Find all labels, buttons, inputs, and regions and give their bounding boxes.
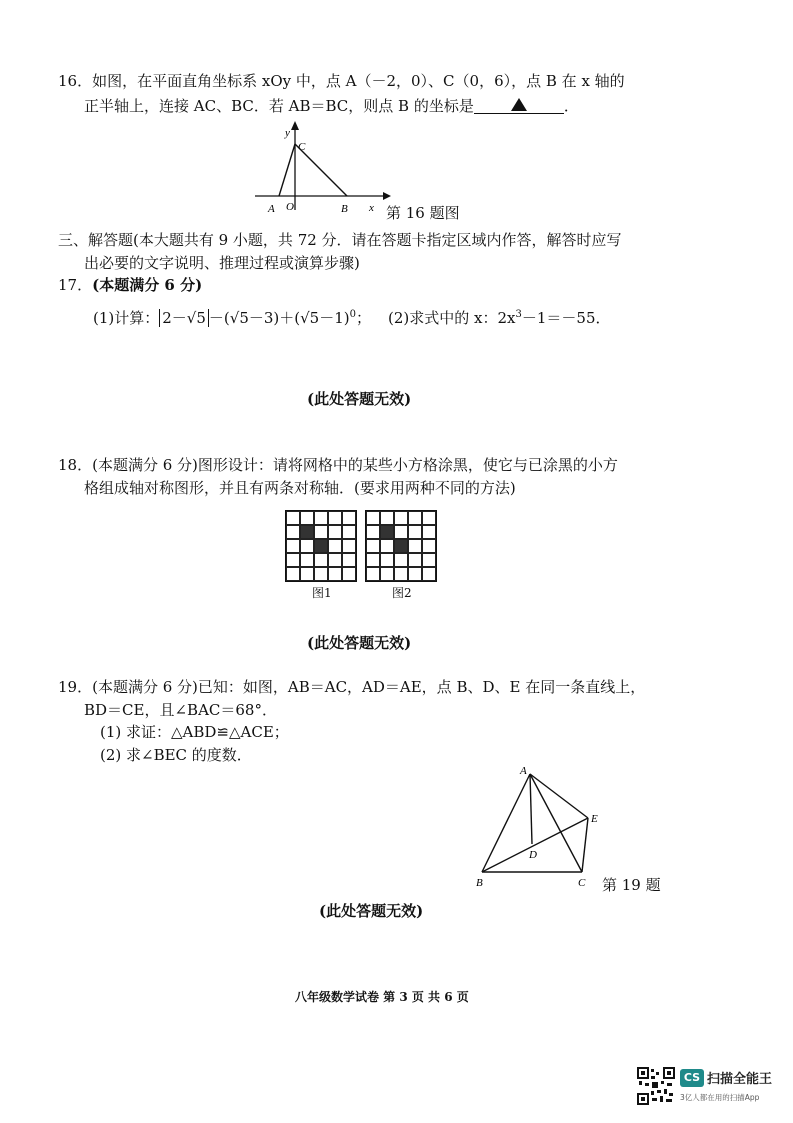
grid-cell	[286, 525, 300, 539]
scanner-logo-icon: CS	[680, 1069, 704, 1087]
page-footer: 八年级数学试卷 第 3 页 共 6 页	[295, 990, 469, 1004]
label-b: B	[341, 203, 348, 215]
grid-cell-shaded	[300, 525, 314, 539]
grid-cell	[342, 511, 356, 525]
q18-text-line2: 格组成轴对称图形，并且有两条对称轴．(要求用两种不同的方法)	[84, 479, 516, 497]
q16-answer-blank	[474, 95, 564, 114]
grid-cell	[300, 511, 314, 525]
q17-part2-rest: －1＝－55．	[521, 309, 611, 327]
grid-cell	[380, 539, 394, 553]
segment-ec	[582, 818, 588, 872]
q17-header	[58, 274, 202, 296]
q18-invalid-note: (此处答题无效)	[307, 634, 412, 652]
grid-cell	[422, 525, 436, 539]
grid-cell	[342, 567, 356, 581]
q16-number: 16．	[58, 72, 93, 90]
grid-cell-shaded	[380, 525, 394, 539]
q17-abs-expression: 2－√5	[159, 309, 209, 327]
grid-cell	[314, 553, 328, 567]
grid-cell	[286, 567, 300, 581]
q19-invalid-note: (此处答题无效)	[319, 902, 424, 920]
section3-line2: 出必要的文字说明、推理过程或演算步骤)	[84, 254, 360, 272]
q19-number: 19．	[58, 678, 93, 696]
q19-text-line1: (本题满分 6 分)已知：如图，AB＝AC，AD＝AE，点 B、D、E 在同一条直线上，	[92, 678, 646, 696]
grid-cell	[408, 525, 422, 539]
grid-cell	[314, 525, 328, 539]
grid-cell	[366, 553, 380, 567]
q16-text-line1: 如图，在平面直角坐标系 xOy 中，点 A（－2，0）、C（0，6），点 B 在 x 轴的	[92, 72, 625, 90]
grid-cell	[328, 539, 342, 553]
grid-cell	[342, 539, 356, 553]
label-x: x	[369, 202, 374, 214]
grid-cell	[328, 567, 342, 581]
q17-part1-label: (1)计算：	[93, 309, 160, 327]
grid-cell	[408, 511, 422, 525]
label-d: D	[529, 849, 537, 861]
grid-cell	[366, 525, 380, 539]
q17-number: 17．	[58, 276, 93, 294]
segment-ae	[530, 774, 588, 818]
q17-exponent-three: 3	[515, 309, 522, 320]
q16-line2	[84, 95, 579, 117]
grid-cell	[286, 539, 300, 553]
q16-line1	[58, 70, 625, 92]
q18-line1	[58, 454, 618, 476]
grid-cell	[314, 567, 328, 581]
label-c: C	[298, 141, 306, 153]
label-c: C	[578, 877, 586, 889]
grid-cell	[328, 553, 342, 567]
scanner-app-name: 扫描全能王	[707, 1072, 773, 1087]
grid-cell	[422, 539, 436, 553]
section3-line1: 三、解答题(本大题共有 9 小题，共 72 分．请在答题卡指定区域内作答，解答时应写	[58, 231, 622, 249]
label-a: A	[520, 765, 527, 777]
x-axis-arrow-icon	[383, 192, 391, 200]
y-axis-arrow-icon	[291, 121, 299, 130]
label-o: O	[286, 201, 294, 213]
grid-figure-2	[365, 510, 437, 582]
grid-cell	[380, 511, 394, 525]
grid-cell	[286, 553, 300, 567]
segment-ab	[482, 774, 530, 872]
grid-cell	[328, 525, 342, 539]
q18-text-line1: (本题满分 6 分)图形设计：请将网格中的某些小方格涂黑，使它与已涂黑的小方	[92, 456, 618, 474]
grid-cell	[366, 511, 380, 525]
q17-part1-end: ；	[355, 309, 371, 327]
grid-cell	[380, 567, 394, 581]
grid-cell	[380, 553, 394, 567]
q16-period: ．	[563, 97, 579, 115]
grid-cell	[366, 567, 380, 581]
q19-sub2: (2) 求∠BEC 的度数．	[100, 746, 252, 764]
grid-cell	[328, 511, 342, 525]
scanner-tagline: 3亿人都在用的扫描App	[680, 1093, 760, 1102]
q17-exponent-zero: 0	[349, 309, 356, 320]
grid-cell	[286, 511, 300, 525]
q18-number: 18．	[58, 456, 93, 474]
segment-ac	[530, 774, 582, 872]
q16-text-line2: 正半轴上，连接 AC、BC．若 AB＝BC，则点 B 的坐标是	[84, 97, 474, 115]
q19-line1	[58, 676, 645, 698]
label-y: y	[285, 127, 290, 139]
grid-figure-1	[285, 510, 357, 582]
q19-text-line2: BD＝CE，且∠BAC＝68°．	[84, 701, 277, 719]
q17-invalid-note: (此处答题无效)	[307, 390, 412, 408]
label-e: E	[591, 813, 598, 825]
grid-cell	[422, 511, 436, 525]
grid-cell	[394, 511, 408, 525]
label-a: A	[268, 203, 275, 215]
grid-cell	[422, 553, 436, 567]
grid-cell	[300, 567, 314, 581]
grid-cell	[300, 539, 314, 553]
q17-part1	[93, 304, 371, 329]
q17-part2-label: (2)求式中的 x：2x	[388, 309, 516, 327]
triangle-marker-icon	[511, 98, 527, 111]
q19-figure	[470, 760, 610, 892]
grid-cell	[394, 525, 408, 539]
q19-figure-caption: 第 19 题	[602, 876, 661, 894]
grid-cell	[408, 539, 422, 553]
grid-cell	[342, 525, 356, 539]
label-b: B	[476, 877, 483, 889]
grid-cell	[408, 567, 422, 581]
q17-points: (本题满分 6 分)	[92, 276, 203, 294]
grid-cell	[394, 567, 408, 581]
q16-figure-caption: 第 16 题图	[386, 204, 460, 222]
grid-cell	[394, 553, 408, 567]
grid-figure-1-caption: 图1	[312, 586, 332, 600]
qr-code-icon	[637, 1067, 675, 1105]
grid-cell	[342, 553, 356, 567]
q17-part2	[388, 304, 611, 329]
q16-figure	[245, 118, 395, 218]
grid-cell-shaded	[394, 539, 408, 553]
q17-expression-rest: －(√5－3)＋(√5－1)	[208, 309, 350, 327]
segment-be	[482, 818, 588, 872]
segment-ac	[279, 144, 295, 196]
grid-cell-shaded	[314, 539, 328, 553]
grid-cell	[300, 553, 314, 567]
q19-sub1: (1) 求证：△ABD≌△ACE；	[100, 723, 289, 741]
grid-figure-2-caption: 图2	[392, 586, 412, 600]
grid-cell	[422, 567, 436, 581]
segment-ad	[530, 774, 532, 844]
grid-cell	[408, 553, 422, 567]
grid-cell	[366, 539, 380, 553]
grid-cell	[314, 511, 328, 525]
